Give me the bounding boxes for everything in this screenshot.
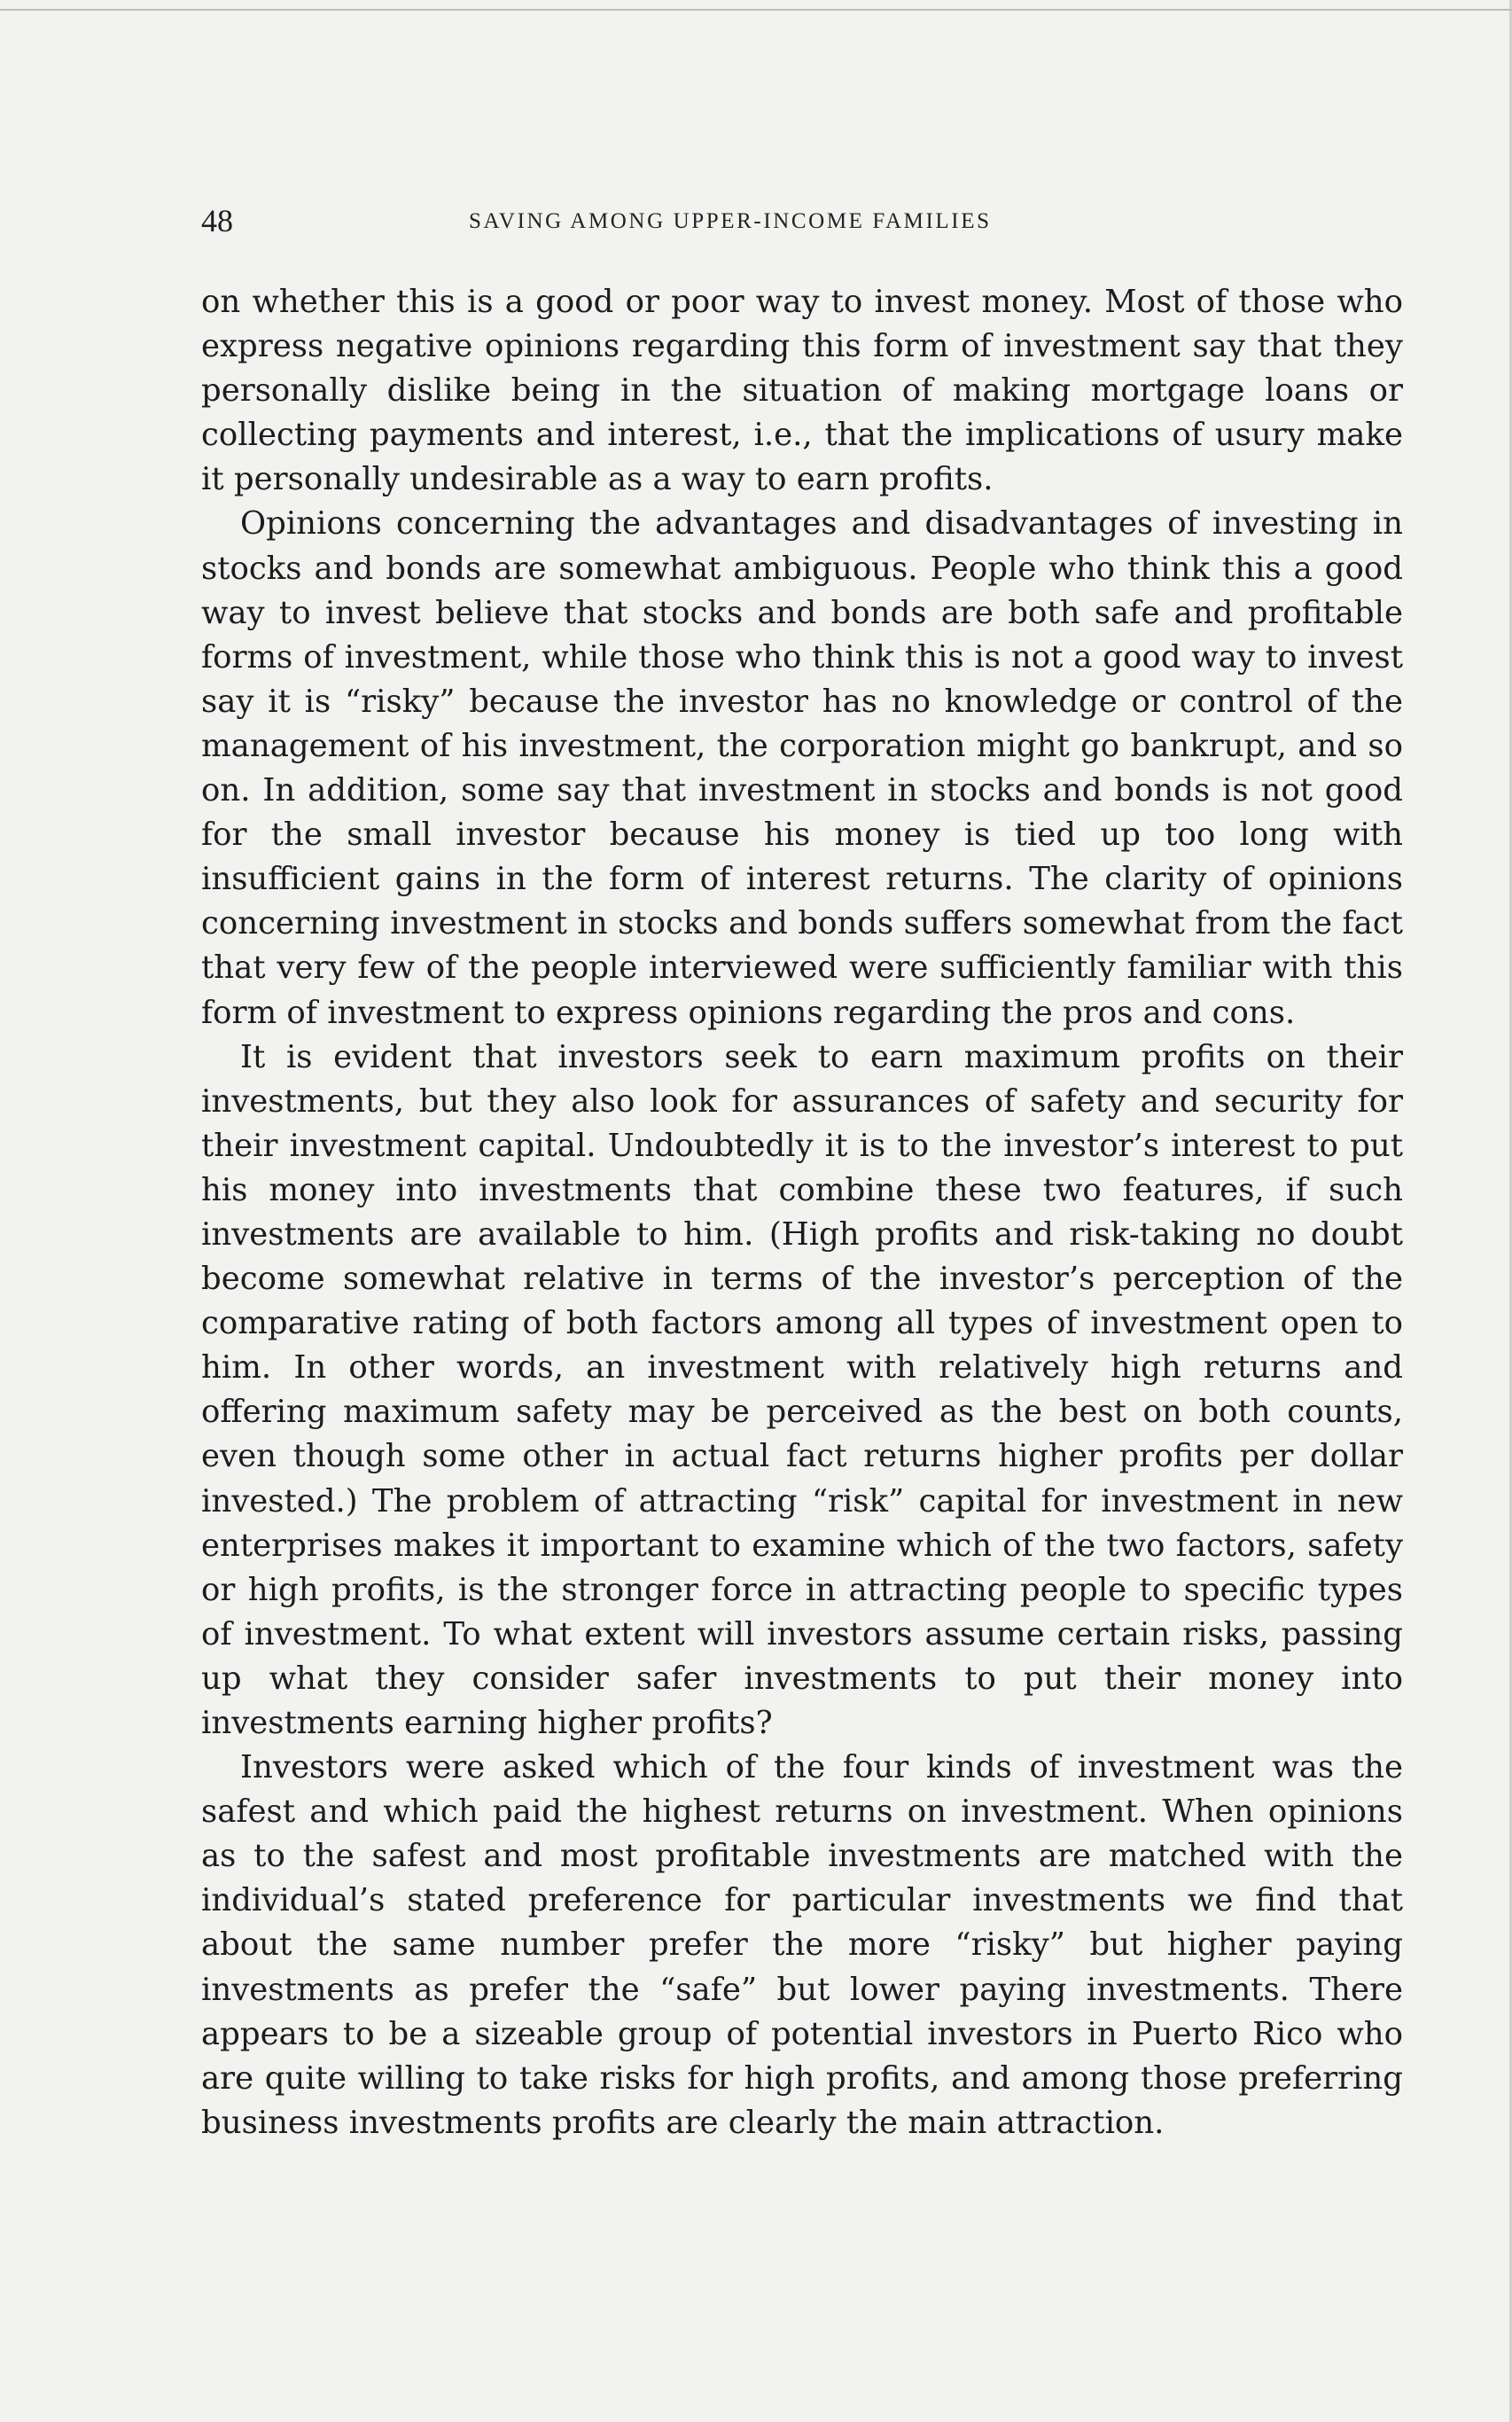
- paragraph: Opinions concerning the advantages and disadvantages of investing in stocks and bonds are somewhat ambiguous. People who think this a good way to invest believe that stocks and bonds are both safe and profitable forms of investment, while those who think this is not a good way to invest say it is “risky” because the investor has no knowledge or control of the management of his investment, the corporation might go bankrupt, and so on. In addition, some say that investment in stocks and bonds is not good for the small investor because his money is tied up too long with insufficient gains in the form of interest returns. The clarity of opinions concerning investment in stocks and bonds suffers somewhat from the fact that very few of the people interviewed were sufficiently familiar with this form of investment to express opinions regarding the pros and cons.: [201, 505, 1403, 1031]
- paragraph: Investors were asked which of the four kinds of investment was the safest and which paid the highest returns on investment. When opinions as to the safest and most profitable investments are matched with the individual’s stated preference for particular investments we find that about the same number prefer the more “risky” but higher paying investments as prefer the “safe” but lower paying investments. There appears to be a sizeable group of potential investors in Puerto Rico who are quite willing to take risks for high profits, and among those preferring business investments profits are clearly the main attraction.: [201, 1749, 1403, 2141]
- page-top-edge: [0, 9, 1512, 11]
- running-title: SAVING AMONG UPPER-INCOME FAMILIES: [469, 209, 992, 233]
- running-head: [201, 202, 1403, 238]
- body-text: [201, 280, 1403, 2145]
- paragraph: It is evident that investors seek to earn maximum profits on their investments, but they also look for assurances of safety and security for their investment capital. Undoubtedly it is to the investor’s interest to put his money into investments that combine these two features, if such investments are available to him. (High profits and risk-taking no doubt become somewhat relative in terms of the investor’s perception of the comparative rating of both factors among all types of investment open to him. In other words, an investment with relatively high returns and offering maximum safety may be perceived as the best on both counts, even though some other in actual fact returns higher profits per dollar invested.) The problem of attracting “risk” capital for investment in new enterprises makes it important to examine which of the two factors, safety or high profits, is the stronger force in attracting people to specific types of investment. To what extent will investors assume certain risks, passing up what they consider safer investments to put their money into investments earning higher profits?: [201, 1038, 1403, 1741]
- page-number: 48: [201, 203, 233, 238]
- paragraph: on whether this is a good or poor way to invest money. Most of those who express negative opinions regarding this form of investment say that they personally dislike being in the situation of making mortgage loans or collecting payments and interest, i.e., that the implications of usury make it personally undesirable as a way to earn profits.: [201, 284, 1403, 498]
